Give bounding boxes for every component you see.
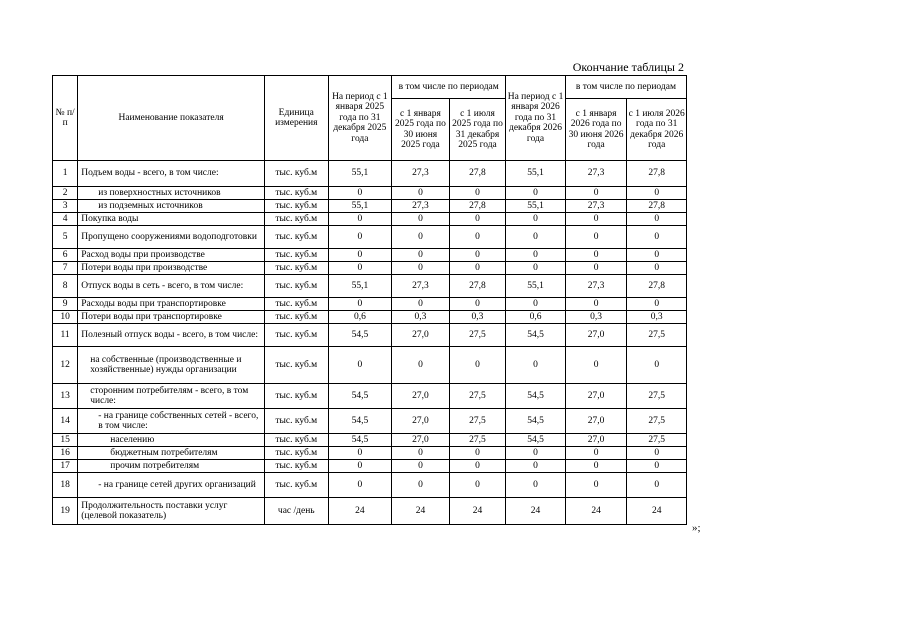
indicators-table [52, 75, 687, 525]
row-value: 0 [565, 187, 627, 200]
header-h1-2026: с 1 января 2026 года по 30 июня 2026 года [565, 99, 627, 161]
header-num: № п/п [53, 76, 78, 161]
row-number: 16 [53, 447, 78, 460]
row-name: Полезный отпуск воды - всего, в том числе: [78, 324, 265, 347]
row-name: населению [78, 434, 265, 447]
row-value: 27,0 [392, 384, 450, 409]
row-value: 0 [506, 298, 566, 311]
row-value: 27,0 [392, 409, 450, 434]
row-value: 0 [392, 213, 450, 226]
closing-quote: »; [692, 522, 701, 534]
row-number: 14 [53, 409, 78, 434]
header-including-2026: в том числе по периодам [565, 76, 686, 99]
row-value: 0 [565, 347, 627, 384]
row-value: 27,8 [627, 200, 687, 213]
row-unit: тыс. куб.м [264, 262, 328, 275]
row-value: 0 [392, 298, 450, 311]
row-value: 55,1 [506, 161, 566, 187]
table-row [53, 347, 687, 384]
row-number: 17 [53, 460, 78, 473]
row-value: 0 [392, 347, 450, 384]
row-value: 0 [392, 262, 450, 275]
row-value: 54,5 [506, 324, 566, 347]
row-number: 11 [53, 324, 78, 347]
row-value: 0 [328, 298, 392, 311]
row-number: 12 [53, 347, 78, 384]
row-value: 0 [506, 226, 566, 249]
row-unit: тыс. куб.м [264, 200, 328, 213]
row-number: 9 [53, 298, 78, 311]
row-unit: тыс. куб.м [264, 275, 328, 298]
header-period-2025: На период с 1 января 2025 года по 31 декабря 2025 года [328, 76, 392, 161]
row-value: 27,5 [627, 384, 687, 409]
table-row [53, 434, 687, 447]
row-value: 0 [627, 460, 687, 473]
row-value: 0 [627, 187, 687, 200]
row-unit: тыс. куб.м [264, 409, 328, 434]
row-number: 3 [53, 200, 78, 213]
row-value: 0 [449, 187, 506, 200]
row-value: 0 [392, 473, 450, 498]
row-value: 54,5 [328, 434, 392, 447]
row-value: 0 [506, 447, 566, 460]
row-name: Потери воды при производстве [78, 262, 265, 275]
row-value: 0 [392, 187, 450, 200]
row-value: 0 [565, 249, 627, 262]
header-unit: Единица измерения [264, 76, 328, 161]
row-value: 27,3 [392, 161, 450, 187]
row-value: 0 [392, 460, 450, 473]
row-value: 27,8 [627, 161, 687, 187]
row-name: на собственные (производственные и хозяйственные) нужды организации [78, 347, 265, 384]
row-value: 27,0 [565, 324, 627, 347]
table-row [53, 200, 687, 213]
row-value: 27,5 [449, 384, 506, 409]
table-caption: Окончание таблицы 2 [572, 60, 684, 74]
row-value: 0 [627, 347, 687, 384]
table-row [53, 187, 687, 200]
row-value: 0 [506, 187, 566, 200]
row-value: 54,5 [506, 384, 566, 409]
row-value: 27,0 [565, 384, 627, 409]
row-value: 27,3 [565, 161, 627, 187]
row-unit: тыс. куб.м [264, 226, 328, 249]
row-value: 0 [506, 213, 566, 226]
row-value: 24 [328, 498, 392, 525]
row-unit: час /день [264, 498, 328, 525]
row-value: 27,0 [392, 324, 450, 347]
row-unit: тыс. куб.м [264, 187, 328, 200]
row-value: 0 [328, 187, 392, 200]
row-value: 27,3 [392, 275, 450, 298]
row-name: из подземных источников [78, 200, 265, 213]
row-number: 18 [53, 473, 78, 498]
header-h2-2026: с 1 июля 2026 года по 31 декабря 2026 года [627, 99, 687, 161]
row-value: 0 [627, 249, 687, 262]
row-value: 0 [565, 262, 627, 275]
row-unit: тыс. куб.м [264, 311, 328, 324]
row-value: 27,3 [565, 275, 627, 298]
row-value: 24 [392, 498, 450, 525]
row-value: 54,5 [328, 409, 392, 434]
row-value: 27,5 [627, 434, 687, 447]
table-row [53, 384, 687, 409]
row-name: Подъем воды - всего, в том числе: [78, 161, 265, 187]
table-body [53, 161, 687, 525]
row-value: 0 [565, 473, 627, 498]
row-number: 13 [53, 384, 78, 409]
row-name: - на границе собственных сетей - всего, в том числе: [78, 409, 265, 434]
row-value: 0 [392, 249, 450, 262]
row-value: 0 [506, 249, 566, 262]
table-row [53, 447, 687, 460]
row-value: 24 [449, 498, 506, 525]
row-number: 8 [53, 275, 78, 298]
row-value: 0 [449, 298, 506, 311]
row-name: Покупка воды [78, 213, 265, 226]
table-row [53, 262, 687, 275]
row-value: 0 [328, 213, 392, 226]
row-value: 0 [627, 226, 687, 249]
table-row [53, 275, 687, 298]
table-row [53, 460, 687, 473]
row-value: 0 [328, 447, 392, 460]
row-value: 0 [328, 262, 392, 275]
row-value: 0 [627, 213, 687, 226]
row-name: из поверхностных источников [78, 187, 265, 200]
table-row [53, 409, 687, 434]
row-unit: тыс. куб.м [264, 384, 328, 409]
row-value: 0 [449, 262, 506, 275]
row-unit: тыс. куб.м [264, 473, 328, 498]
row-value: 0 [449, 447, 506, 460]
row-value: 27,3 [565, 200, 627, 213]
row-value: 0,3 [627, 311, 687, 324]
row-name: Потери воды при транспортировке [78, 311, 265, 324]
header-name: Наименование показателя [78, 76, 265, 161]
table-row [53, 298, 687, 311]
row-value: 0,6 [328, 311, 392, 324]
row-value: 0,3 [449, 311, 506, 324]
row-value: 0 [565, 447, 627, 460]
row-number: 4 [53, 213, 78, 226]
row-value: 24 [506, 498, 566, 525]
header-period-2026: На период с 1 января 2026 года по 31 декабря 2026 года [506, 76, 566, 161]
row-value: 24 [565, 498, 627, 525]
row-value: 27,0 [565, 409, 627, 434]
row-unit: тыс. куб.м [264, 161, 328, 187]
row-number: 1 [53, 161, 78, 187]
row-value: 0 [449, 460, 506, 473]
row-unit: тыс. куб.м [264, 213, 328, 226]
row-value: 27,8 [627, 275, 687, 298]
row-value: 0 [449, 249, 506, 262]
row-name: Продолжительность поставки услуг (целевой показатель) [78, 498, 265, 525]
row-value: 0 [328, 226, 392, 249]
row-unit: тыс. куб.м [264, 460, 328, 473]
row-value: 0 [392, 226, 450, 249]
row-name: Расход воды при производстве [78, 249, 265, 262]
row-name: сторонним потребителям - всего, в том числе: [78, 384, 265, 409]
row-number: 10 [53, 311, 78, 324]
row-unit: тыс. куб.м [264, 249, 328, 262]
row-value: 27,3 [392, 200, 450, 213]
row-number: 19 [53, 498, 78, 525]
row-value: 0 [328, 249, 392, 262]
row-value: 0 [506, 460, 566, 473]
row-value: 55,1 [506, 275, 566, 298]
row-name: бюджетным потребителям [78, 447, 265, 460]
row-number: 15 [53, 434, 78, 447]
row-value: 27,5 [627, 324, 687, 347]
row-value: 0,3 [565, 311, 627, 324]
row-value: 0 [328, 347, 392, 384]
row-value: 27,5 [449, 409, 506, 434]
table-row [53, 473, 687, 498]
row-name: Расходы воды при транспортировке [78, 298, 265, 311]
header-h2-2025: с 1 июля 2025 года по 31 декабря 2025 года [449, 99, 506, 161]
row-value: 0 [627, 473, 687, 498]
row-value: 0 [449, 226, 506, 249]
header-including-2025: в том числе по периодам [392, 76, 506, 99]
row-name: Пропущено сооружениями водоподготовки [78, 226, 265, 249]
row-value: 0 [627, 298, 687, 311]
row-unit: тыс. куб.м [264, 434, 328, 447]
row-value: 0 [565, 460, 627, 473]
row-value: 0 [328, 460, 392, 473]
row-number: 2 [53, 187, 78, 200]
table-row [53, 226, 687, 249]
row-number: 5 [53, 226, 78, 249]
row-value: 27,5 [627, 409, 687, 434]
row-value: 55,1 [328, 200, 392, 213]
row-value: 0 [565, 226, 627, 249]
row-value: 27,0 [392, 434, 450, 447]
row-value: 27,0 [565, 434, 627, 447]
row-value: 54,5 [506, 434, 566, 447]
row-value: 0 [392, 447, 450, 460]
row-unit: тыс. куб.м [264, 447, 328, 460]
row-value: 0 [506, 347, 566, 384]
row-value: 0 [328, 473, 392, 498]
header-h1-2025: с 1 января 2025 года по 30 июня 2025 года [392, 99, 450, 161]
row-value: 27,5 [449, 434, 506, 447]
row-name: прочим потребителям [78, 460, 265, 473]
row-value: 0,6 [506, 311, 566, 324]
row-unit: тыс. куб.м [264, 324, 328, 347]
row-value: 0 [449, 347, 506, 384]
table-row [53, 498, 687, 525]
row-number: 6 [53, 249, 78, 262]
row-number: 7 [53, 262, 78, 275]
row-value: 54,5 [506, 409, 566, 434]
row-value: 55,1 [328, 275, 392, 298]
row-value: 0 [506, 262, 566, 275]
row-value: 0 [449, 473, 506, 498]
row-name: - на границе сетей других организаций [78, 473, 265, 498]
row-value: 0 [565, 298, 627, 311]
table-row [53, 213, 687, 226]
table-row [53, 324, 687, 347]
row-value: 27,8 [449, 275, 506, 298]
row-name: Отпуск воды в сеть - всего, в том числе: [78, 275, 265, 298]
row-value: 27,8 [449, 200, 506, 213]
row-value: 0 [565, 213, 627, 226]
table-row [53, 249, 687, 262]
row-value: 55,1 [506, 200, 566, 213]
row-value: 54,5 [328, 324, 392, 347]
row-unit: тыс. куб.м [264, 298, 328, 311]
row-value: 55,1 [328, 161, 392, 187]
row-value: 24 [627, 498, 687, 525]
row-unit: тыс. куб.м [264, 347, 328, 384]
table-row [53, 311, 687, 324]
row-value: 0 [506, 473, 566, 498]
row-value: 27,5 [449, 324, 506, 347]
row-value: 0 [449, 213, 506, 226]
row-value: 27,8 [449, 161, 506, 187]
row-value: 0 [627, 447, 687, 460]
row-value: 54,5 [328, 384, 392, 409]
row-value: 0,3 [392, 311, 450, 324]
row-value: 0 [627, 262, 687, 275]
table-row [53, 161, 687, 187]
